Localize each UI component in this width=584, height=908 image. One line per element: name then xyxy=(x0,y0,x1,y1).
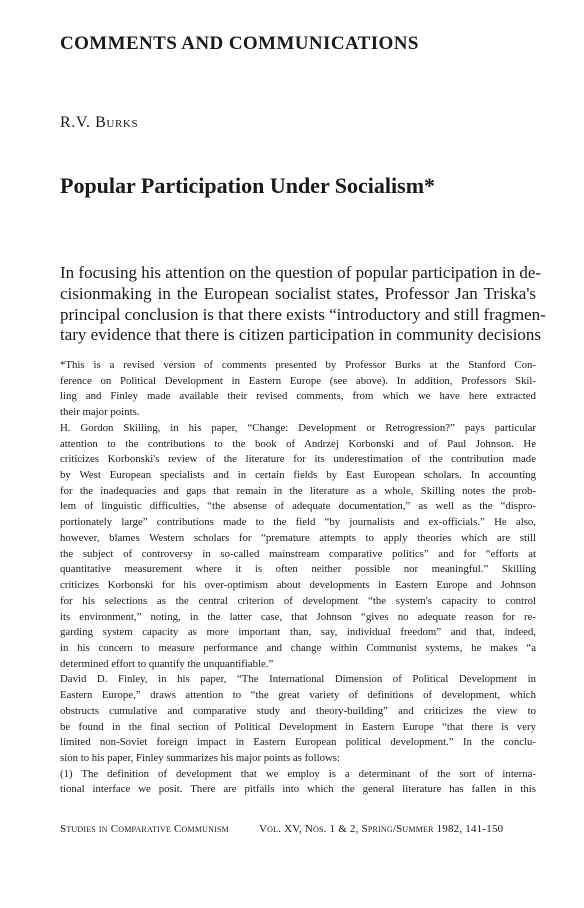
article-title: Popular Participation Under Socialism* xyxy=(60,173,436,198)
footnote-line: obstructs cumulative and comparative study and theory-building” and criticizes the view to xyxy=(60,704,536,717)
footnote-line: H. Gordon Skilling, in his paper, “Change: Development or Retrogression?” pays particular xyxy=(60,421,536,434)
footnote-line: in his concern to measure performance and change within Communist systems, he makes “a xyxy=(60,641,536,654)
footnote-line: be found in the final section of Political Development in Eastern Europe “that there is very xyxy=(60,720,536,733)
author-name: R.V. Burks xyxy=(60,114,139,131)
footnote-line: attention to the contributions to the book of Andrzej Korbonski and of Paul Johnson. He xyxy=(60,437,536,450)
footnote-line: David D. Finley, in his paper, “The International Dimension of Political Development in xyxy=(60,673,536,686)
footnote-line: the subject of controversy in so-called mainstream comparative politics” and for “efforts at xyxy=(60,547,536,560)
footnote-line: for his selections as the central criterion of development “the system's capacity to control xyxy=(60,594,536,607)
footnote-line: for the inadequacies and gaps that remain in the literature as a whole, Skilling notes the prob- xyxy=(60,484,536,497)
footnote-line: their major points. xyxy=(60,406,140,419)
volume-info: Vol. XV, Nos. 1 & 2, Spring/Summer 1982, 141-150 xyxy=(259,823,504,835)
footnote-line: determined effort to quantify the unquantifiable.” xyxy=(60,657,274,670)
body-line: principal conclusion is that there exists “introductory and still fragmen- xyxy=(60,304,546,324)
body-paragraph xyxy=(60,263,546,346)
footnote-line: criticizes Korbonski's review of the literature for its underestimation of the contribution made xyxy=(60,453,536,466)
footnote-line: portionately large” contributions made to the field “by journalists and ex-officials.” He also, xyxy=(60,516,536,529)
footnote-line: garding system capacity as more important than, say, individual freedom” and that, indeed, xyxy=(60,626,536,639)
journal-name: Studies in Comparative Communism xyxy=(60,823,229,835)
body-line: In focusing his attention on the question of popular participation in de- xyxy=(60,263,542,282)
page-footer xyxy=(60,823,536,835)
footnote-line: sion to his paper, Finley summarizes his major points as follows: xyxy=(60,751,340,764)
section-heading: COMMENTS AND COMMUNICATIONS xyxy=(60,33,419,54)
footnote-line: limited non-Soviet foreign impact in Eastern European political development.” In the conclu- xyxy=(60,736,536,749)
footnote-line: however, blames Western scholars for “premature attempts to apply theories which are still xyxy=(60,531,536,544)
footnote-line: by West European specialists and in certain fields by East European scholars. In accounting xyxy=(60,469,536,482)
body-line: cisionmaking in the European socialist states, Professor Jan Triska's xyxy=(60,283,536,303)
footnote-line: its environment,” noting, in the latter case, that Johnson “gives no adequate reason for re- xyxy=(60,610,536,623)
body-line: tary evidence that there is citizen participation in community decisions xyxy=(60,325,542,345)
footnote-line: *This is a revised version of comments presented by Professor Burks at the Stanford Con- xyxy=(60,359,536,371)
footnote-line: lem of linguistic difficulties, “the absense of adequate documentation,” as well as the “dispro- xyxy=(60,500,536,513)
footnote-line: ference on Political Development in Eastern Europe (see above). In addition, Professors Skil- xyxy=(60,374,536,387)
footnote xyxy=(60,358,536,798)
footnote-line: ling and Finley made available their revised comments, from which we have here extracted xyxy=(60,390,536,403)
footnote-line: Eastern Europe,” draws attention to “the great variety of definitions of development, which xyxy=(60,689,536,702)
footnote-line: tional interface we posit. There are pitfalls into which the general literature has fallen in this xyxy=(60,783,536,796)
footnote-line: criticizes Korbonski for his over-optimism about developments in Eastern Europe and Johnson xyxy=(60,579,536,592)
footnote-line: (1) The definition of development that we employ is a determinant of the sort of interna- xyxy=(60,767,536,780)
footnote-line: quantitative measurement where it is often neither possible nor meaningful.” Skilling xyxy=(60,563,536,576)
